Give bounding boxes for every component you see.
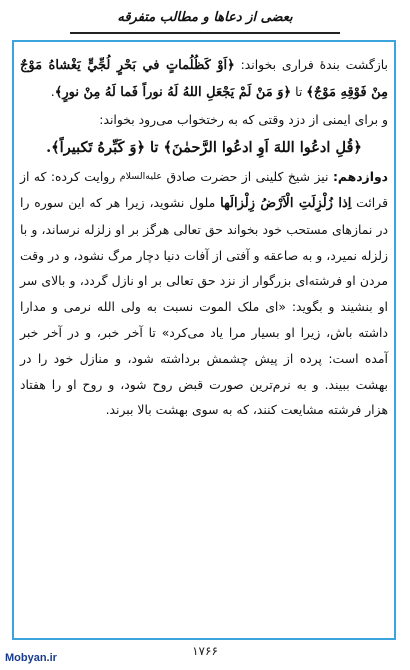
page-number: ۱۷۶۶ <box>192 644 218 658</box>
quran-verse: ﴿قُلِ ادعُوا اللهَ اَوِ ادعُوا الرَّحمٰنَ﴾ <box>163 139 362 157</box>
paragraph-theft-safety <box>20 107 388 162</box>
paragraph-text: بازگشت بندهٔ فراری بخواند: <box>234 57 388 72</box>
page-title: بعضی از دعاها و مطالب متفرقه <box>117 10 293 25</box>
connector-text: تا <box>291 83 307 99</box>
connector-text: تا <box>144 139 164 157</box>
page-header <box>0 6 410 40</box>
paragraph-text: روایت کرده: که از قرائت <box>20 169 388 210</box>
paragraph-twelfth <box>20 164 388 423</box>
header-divider <box>70 32 340 34</box>
body-text <box>20 52 388 424</box>
punctuation: . <box>50 83 55 99</box>
paragraph-escaped-servant <box>20 52 388 106</box>
quran-verse: ﴿اَوْ كَظُلُماتٍ في بَحْرٍ لُجِّيٍّ يَغْشاهُ مَوْجٌ مِنْ فَوْقِهِ مَوْجٌ﴾ <box>20 58 388 100</box>
salutation-glyph: علیه‌السلام <box>119 171 163 183</box>
quran-verse: اِذا زُلْزِلَتِ الْاَرْضُ زِلْزالَها <box>220 195 352 211</box>
paragraph-text: نیز شیخ کلینی از حضرت صادق <box>162 169 333 185</box>
section-term: دوازدهم: <box>332 169 388 185</box>
quran-verse: ﴿وَ كَبِّرهُ تَكبيراً﴾ <box>51 139 145 157</box>
site-watermark: Mobyan.ir <box>5 652 57 664</box>
quran-verse-line <box>20 135 388 161</box>
punctuation: . <box>46 139 52 157</box>
quran-verse: ﴿وَ مَنْ لَمْ يَجْعَلِ اللهُ لَهُ نوراً فَما لَهُ مِنْ نورٍ﴾ <box>54 84 292 100</box>
paragraph-text: ملول نشوید، زیرا هر که این سوره را در نمازهای مستحب خود بخواند حق تعالی هرگز بر او زلزله نرساند، و با زلزله نمیرد، و به صاعقه و آفتی از آفات دنیا دچار مرگ نشود، و در وقت مردن او فرشته‌ای بزرگوار از نزد حق تعالی بر او نازل گردد، و بالای سر او بنشیند و بگوید: «ای ملک الموت نسبت به ولی الله نرمی و مدارا داشته باش، زیرا او بسیار مرا یاد می‌کرد» تا آخر خبر، و در آخر خبر آمده است: پرده از پیش چشمش برداشته شود، و منازل خود را در بهشت ببیند. و به نرم‌ترین صورت قبض روح شود، و روح او را هفتاد هزار فرشته مشایعت کنند، که به سوی بهشت بالا ببرند. <box>20 194 388 418</box>
paragraph-text: و برای ایمنی از دزد وقتی که به رختخواب می‌رود بخواند: <box>99 111 388 127</box>
